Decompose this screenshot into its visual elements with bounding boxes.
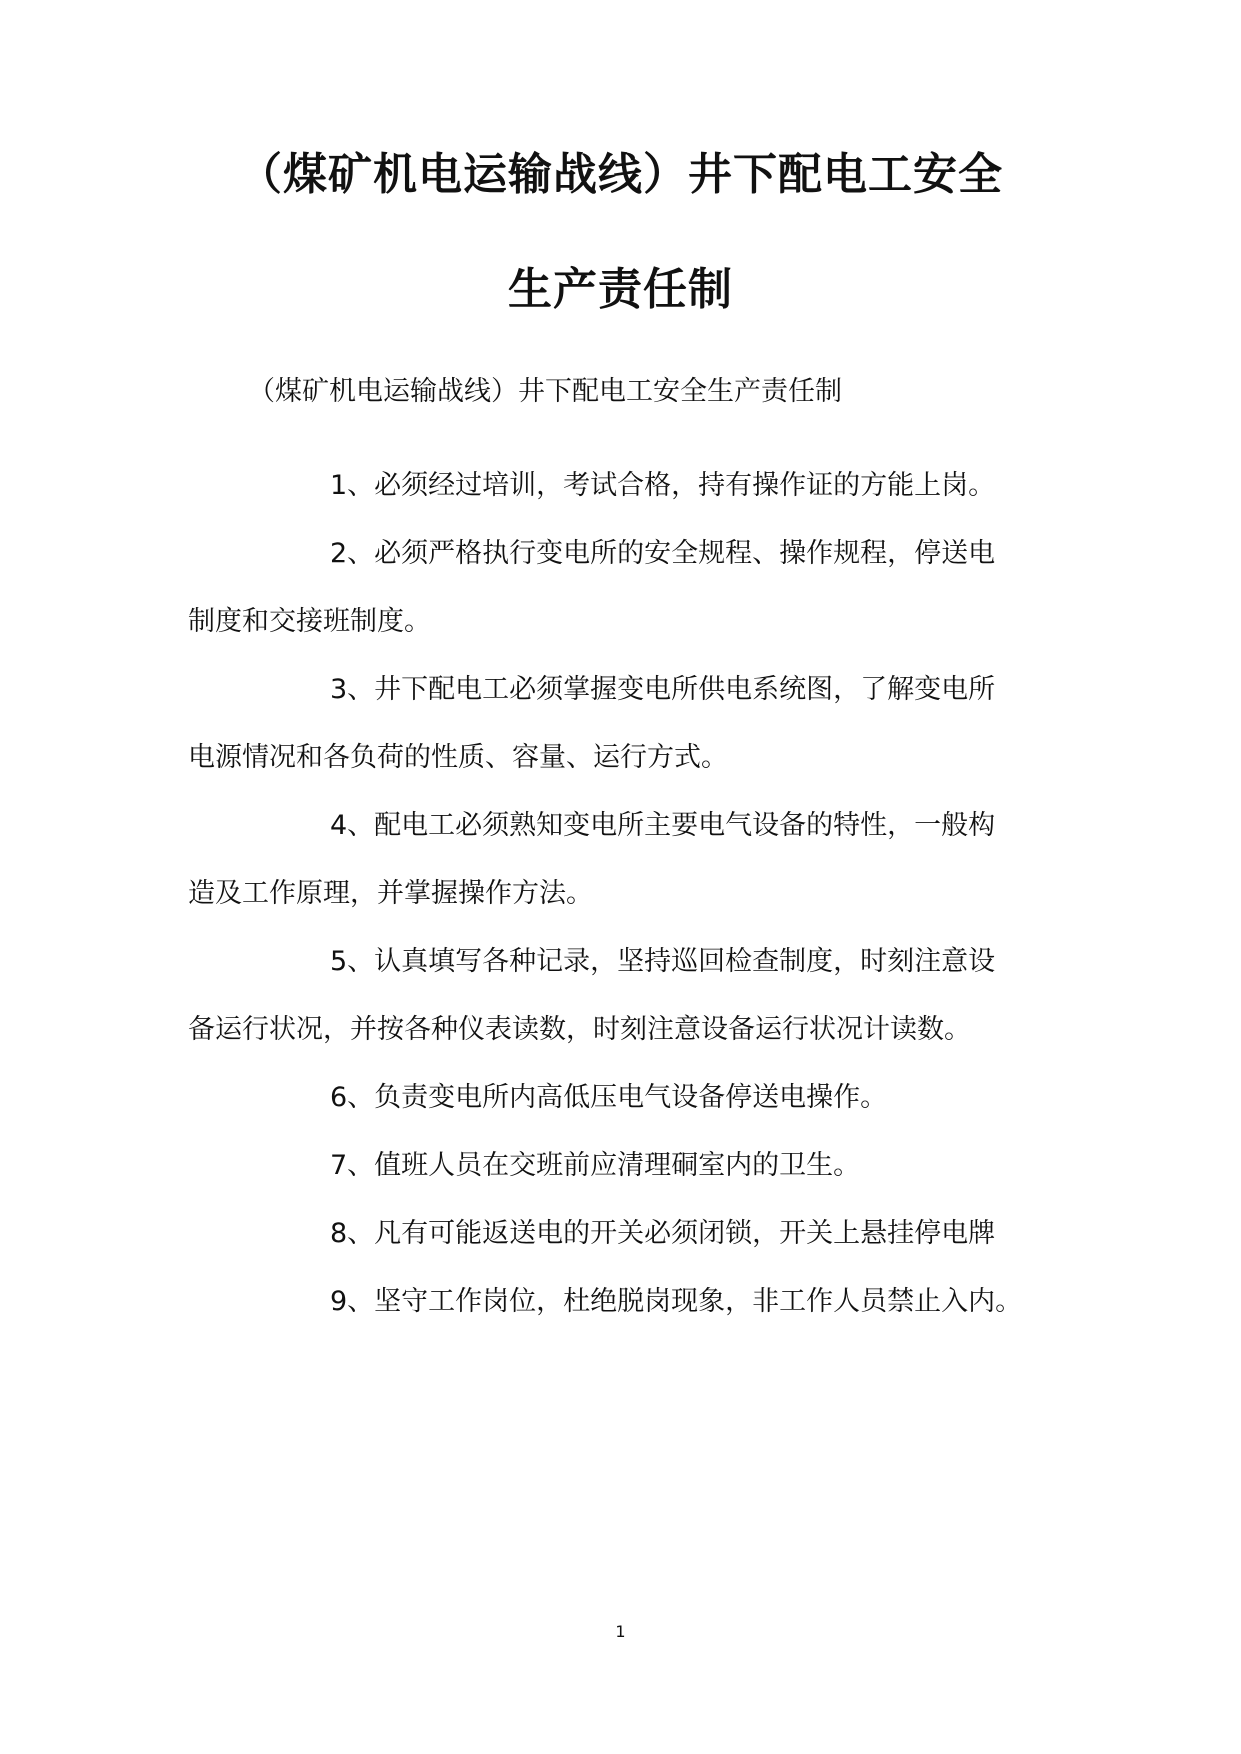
paragraph-5-line-1: 5、认真填写各种记录，坚持巡回检查制度，时刻注意设	[330, 946, 996, 977]
paragraph-3-line-2: 电源情况和各负荷的性质、容量、运行方式。	[188, 742, 728, 773]
paragraph-5-line-2: 备运行状况，并按各种仪表读数，时刻注意设备运行状况计读数。	[188, 1014, 971, 1045]
document-title-line-1: （煤矿机电运输战线）井下配电工安全	[238, 149, 1003, 200]
paragraph-8-line-1: 8、凡有可能返送电的开关必须闭锁，开关上悬挂停电牌	[330, 1218, 996, 1249]
paragraph-4-line-2: 造及工作原理，并掌握操作方法。	[188, 878, 593, 909]
paragraph-6-line-1: 6、负责变电所内高低压电气设备停送电操作。	[330, 1082, 888, 1113]
paragraph-2-line-2: 制度和交接班制度。	[188, 606, 431, 637]
paragraph-4-line-1: 4、配电工必须熟知变电所主要电气设备的特性，一般构	[330, 810, 996, 841]
paragraph-7-line-1: 7、值班人员在交班前应清理硐室内的卫生。	[330, 1150, 861, 1181]
paragraph-9-line-1: 9、坚守工作岗位，杜绝脱岗现象，非工作人员禁止入内。	[330, 1286, 1023, 1317]
paragraph-1-line-1: 1、必须经过培训，考试合格，持有操作证的方能上岗。	[330, 470, 996, 501]
document-title-line-2: 生产责任制	[508, 264, 733, 315]
paragraph-2-line-1: 2、必须严格执行变电所的安全规程、操作规程，停送电	[330, 538, 996, 569]
paragraph-3-line-1: 3、井下配电工必须掌握变电所供电系统图，了解变电所	[330, 674, 996, 705]
document-subtitle: （煤矿机电运输战线）井下配电工安全生产责任制	[248, 376, 842, 407]
page-number: 1	[615, 1622, 626, 1641]
